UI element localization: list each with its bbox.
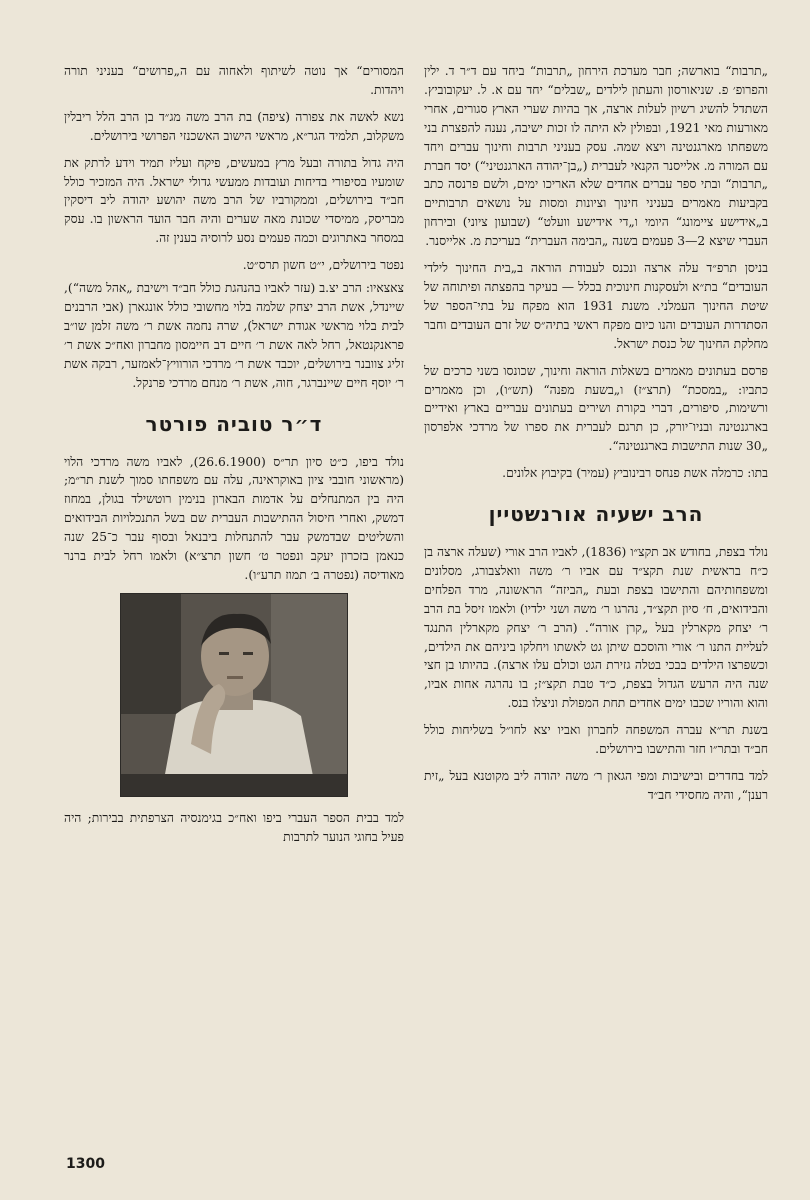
- paragraph: למד בבית הספר העברי ביפו ואח״כ בגימנסיה הצרפתית בבירות; היה פעיל בחוגי הנוער לתרבות: [64, 810, 404, 844]
- paragraph: היה גדול בתורה ובעל מרץ במעשים, פיקח ועליז תמיד וידע לרתק את שומעיו בסיפורי בדיחות ועובדות ממעשי גדולי ישראל. היה המזכיר כולל חב״ד בירושלים, וממקורביו של הרב משה יהושע יהודה ליב דיסקין מבריסק, ממיסדי שכונת מאה שערים והיה חבר הועד הראשון בו. עסק במסחר באתרוגים וכמה פעמים נסע לרוסיה בענין זה.: [64, 155, 404, 246]
- portrait-photo: [120, 593, 348, 797]
- biography-heading: הרב ישעיה אורנשטיין: [488, 502, 704, 527]
- right-column: [424, 62, 768, 813]
- paragraph: פרסם בעתונים מאמרים בשאלות הוראה וחינוך, שכונסו בשני כרכים של כתביו: „במסכת“ (תרצ״ז) ו„בשעת מפנה“ (תש״ו), וכן מאמרים ורשימות, סיפורים, דברי בקורת ושירים בעתונים עבריים בארץ ואידיים בארגנטינה ובניו־יורק, כן תרגם לעברית את ספרו של מרדכי אלפרסון „30 שנות התישבות בארגנטינה“.: [424, 363, 768, 454]
- left-column: [64, 62, 404, 855]
- paragraph: נפטר בירושלים, י״ט חשון תרס״ט.: [242, 258, 404, 273]
- paragraph: בתו: כרמלה אשת פנחס רבינוביץ (עמיר) בקיבוץ אלונים.: [502, 466, 768, 481]
- portrait-image: [121, 594, 347, 796]
- paragraph: נולד ביפו, כ״ט סיון תר״ס (26.6.1900), לאביו משה מרדכי הלוי (מראשוני חובבי ציון באוקראינה, עלה עם משפחתו סמוך לשנת תר״מ; היה בין המתנחלים על אדמות הבארון בנימין רוטשילד בגולן, במחוז דמשק, ואחרי חיסול ההתישבות העברית שם בשל התנכלויות הבידואים והשליטים שבדמשק עבר להתנחלות ביבנאל ובסוף עבר כ־25 שנה כנאמן בזכרון יעקב ונפטר ט׳ חשון תרצ״א) ולאמו רחל לבית ברנר מאודיסה (נפטרה ב׳ תמוז תרע״ו).: [64, 454, 405, 582]
- biography-heading: ד״ר טוביה פורטר: [145, 411, 323, 436]
- paragraph: נשא לאשה את צפורה (ציפה) בת הרב משה מג״ד בן הרב הלל ריבלין משקלוב, תלמיד הגר״א, מראשי הישוב האשכנזי הפרושי בירושלים.: [64, 109, 404, 143]
- paragraph: „תרבות“ בוארשה; חבר מערכת הירחון „תרבות“ ביחד עם ד״ר ד. ילין והפרופ׳ פ. שניאורסון והעתון לילדים „שבלים“ יחד עם א. ל. יעקובוביץ. השתדל להשיג רשיון לעלות ארצה, אך בהיות שערי הארץ סגורים, אחרי מאורעות מאי 1921, ובפולין לא היתה לו זכות ישיבה, נענה להפצרת בני משפחתו מארגנטינה ויצא שמה. עסק בעניני תרבות וחינוך עברים ויחד עם המורה מ. אלייסנר הקנאי לעברית („בן־יהודה הארגנטיני“) יסד חברת „תרבות“ ובתי ספר עברים אחדים שלא האריכו ימים, ולשם פרנסה כתב בקביעות מאמרים בעניני חינוך וציונות ומסות על נושאים תרבותיים ב„אידישע ציימונג“ היומי ו„די אידישע וועלט“ (שבועון ציוני) ובירחון העברי שיצא 2—3 פעמים בשנה „הבימה העברית“ בעריכת מ. אלייסנר.: [424, 64, 769, 249]
- paragraph: בניסן תרפ״ד עלה ארצה ונכנס לעבודת הוראה ב„בית החינוך לילדי העובדים“ בת״א ולעסקנות חינוכית בכלל — בעיקר בהפצתה ופיתוחה של שיטת החינוך העמלני. משנת 1931 הוא מפקח על בתי־הספר של הסתדרות העובדים והנו כיום מפקח ראשי בתיה״ס של זרם העובדים וחבר מחלקת החינוך של כנסת ישראל.: [424, 261, 769, 351]
- page-number: 1300: [66, 1156, 105, 1172]
- paragraph: נולד בצפת, בחודש אב תקצ״ו (1836), לאביו הרב אורי (שעלה ארצה בן כ״ח בראשית שנת תקצ״ד עם אביו ר׳ משה וואלצבורג, מסלונים ומשפחותיהם והתישבו בצפת ובעת „הביזה“ הראשונה, מרד הפלחים והבידואים, ח׳ סיון תקצ״ד, נהרגו ר׳ משה ושני ילדיו) ולאמו זיסל בת הרב ר׳ יצחק מקארלין בעל „קרן אורה“. (הרב ר׳ יצחק מקארלין התנגד לעליית התנו ר׳ אורי והוסכם שיתן גט לאשתו ויחלקו ביניהם את הילדים, וכשפרצו הילדים בבכי בטלה גזירת הגט וכולם עלו ארצה). בהיותו בן חצי שנה היה הרעש הגדול בצפת, כ״ד טבת תקצ״ז; בו נהרגה אחות אביו, והוא והוריו שכבו ימים אחדים תחת המפולת וניצלו בנס.: [424, 545, 768, 711]
- paragraph: המסורים“ אך נוטה לשיתוף ולאחוה עם ה„פרושים“ בעניני תורה ויהדות.: [64, 64, 404, 97]
- paragraph: בשנת תר״א עברה המשפחה לחברון ואביו יצא לחו״ל בשליחות כולל חב״ד ובתר״ו חזר והתישבו בירושלים.: [424, 723, 768, 757]
- paragraph: למד בחדרים ובישיבות ומפי הגאון ר׳ משה יהודה ליב מקוטנא בעל „זית רענן“, והיה מחסידי חב״ד: [424, 769, 768, 802]
- paragraph: צאצאיו: הרב יצ.ב (עזר לאביו בהנהגת כולל חב״ד וישיבת „אהל משה“), שיינדל, אשת הרב יצחק שלמה בלוי מחשובי כולל אונגארן (אבי הרבנים לבית בלוי מראשי אגודת ישראל), שרה נחמה אשת ר׳ משה זלמן שו״ב פראנקנטאל, רחל לאה אשת ר׳ חיים דב חיימסון מחברון ואח״כ אשת ר׳ זליג צוובנר בירושלים, יוכבד אשת ר׳ מרדכי הורוויץ־לאמזער, רבקה אשת ר׳ יוסף חיים שיינברגר, חוה, אשת ר׳ מנחם מרדכי פרנקל.: [64, 281, 404, 390]
